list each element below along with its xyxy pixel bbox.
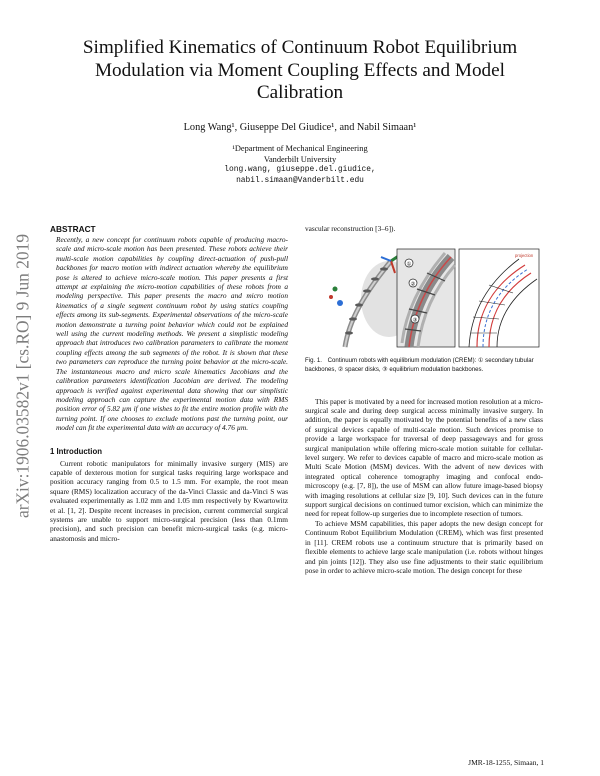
figure-caption-label: Fig. 1. <box>305 357 322 365</box>
intro-paragraph-3: To achieve MSM capabilities, this paper adopts the new design concept for Continuum Robot Equilibrium Modulation (CREM), which was first presented in [11]. CREM robots use a continuum structure that is primarily based on flexible elements to achieve large scale manipulation (i.e. robots without hinges and pin joints [12]). They also use fine adjustments to their static equilibrium pose in order to achieve micro-scale motion. The design concept for these <box>305 518 543 575</box>
left-column <box>50 224 288 543</box>
intro-paragraph-1: Current robotic manipulators for minimally invasive surgery (MIS) are capable of dexterous motion for surgical tasks requiring large workspace and position accuracy ranging from 0.5 to 1.5 mm. For example, the root mean square (RMS) localization accuracy of the da-Vinci Classic and da-Vinci S was evaluated experimentally as 1.02 mm and 1.05 mm respectively by Kwartowitz et al. [1, 2]. Despite recent increases in precision, current commercial surgical systems are unable to support micro-surgical precision (less than 0.1mm precision), and such precision can benefit micro-surgical tasks (e.g. micro-anastomosis and micro- <box>50 458 288 543</box>
abstract-heading: ABSTRACT <box>50 224 96 234</box>
introduction-heading: 1 Introduction <box>50 446 102 456</box>
paper-title: Simplified Kinematics of Continuum Robot Equilibrium Modulation via Moment Coupling Effects and Model Calibration <box>82 37 518 103</box>
email-line-1: long.wang, giuseppe.del.giudice, <box>224 165 376 174</box>
figure-1-image <box>305 243 543 351</box>
abstract-text: Recently, a new concept for continuum robots capable of producing macro-scale and micro-scale motion has been presented. These robots achieve their multi-scale motion capabilities by coupling direct-actuation of push-pull backbones for macro motion with indirect actuation whereby the equilibrium pose is altered to achieve micro-scale motion. This paper presents a first attempt at explaining the micro-motion capabilities of these robots from a modeling perspective. This paper presents the macro and micro motion kinematics of a single segment continuum robot by using statics coupling effects among its sub-segments. Experimental observations of the micro-scale motion demonstrate a turning point behavior which could not be explained well using the current modeling methods. We present a simplistic modeling approach that introduces two calibration parameters to calibrate the moment coupling effects among the sub segments of the robot. It is shown that these two parameters can reproduce the turning point behavior at the micro-scale. The instantaneous macro and micro scale kinematics Jacobians and the calibration parameters identification Jacobian are derived. The modeling approach is verified against experimental data showing that our simplistic modeling approach can capture the experimental motion data with RMS position error of 5.82 µm if one wishes to fit the entire motion profile with the turning point. If one chooses to exclude motions past the turning point, our model can fit the experimental data with an accuracy of 4.76 µm. <box>56 235 288 433</box>
affiliation <box>150 144 450 186</box>
figure-caption <box>305 357 543 374</box>
intro-paragraph-2: This paper is motivated by a need for increased motion resolution at a micro-surgical scale and during deep surgical access minimally invasive surgery. In addition, the paper is equally motivated by the potential benefits of a new class of surgical devices capable of multi-scale motion. Such devices promise to provide a large workspace for traversal of deep passageways and for gross surgical manipulation while offering micro-scale motion suitable for cellular-level surgery. We refer to devices capable of macro and micro-scale motion as Multi Scale Motion (MSM) devices. With the advent of new devices with integrated optical coherence tomography imaging and confocal endo-microscopy (e.g. [7, 8]), the use of MSM can allow future image-based biopsy with imaging resolutions at cellular size [9, 10]. Such devices can in the future support surgical decisions on continued tumor excision, which can minimize the need for repeat follow-up surgeries due to incomplete resection of tumors. <box>305 396 543 519</box>
email-line-2: nabil.simaan@Vanderbilt.edu <box>236 175 364 185</box>
page-footer: JMR-18-1255, Simaan, 1 <box>468 758 544 767</box>
right-body <box>305 397 543 576</box>
affiliation-university: Vanderbilt University <box>263 154 337 164</box>
arxiv-sidebar <box>6 206 40 546</box>
callout-3: ③ <box>412 317 418 324</box>
right-column <box>305 224 543 575</box>
zoomed-segment <box>397 249 455 347</box>
inset-label: projection <box>515 253 534 259</box>
arxiv-identifier: arXiv:1906.03582v1 [cs.RO] 9 Jun 2019 <box>12 233 33 519</box>
schematic-inset <box>459 249 539 347</box>
intro-continuation: vascular reconstruction [3–6]). <box>305 224 396 233</box>
callout-2: ② <box>410 281 416 288</box>
figure-1 <box>305 243 543 351</box>
authors: Long Wang¹, Giuseppe Del Giudice¹, and Nabil Simaan¹ <box>183 122 417 133</box>
figure-caption-text: Continuum robots with equilibrium modulation (CREM): ① secondary tubular backbones, ② spacer disks, ③ equilibrium modulation backbones. <box>305 357 534 373</box>
callout-1: ① <box>406 261 412 268</box>
affiliation-department: ¹Department of Mechanical Engineering <box>232 144 368 153</box>
